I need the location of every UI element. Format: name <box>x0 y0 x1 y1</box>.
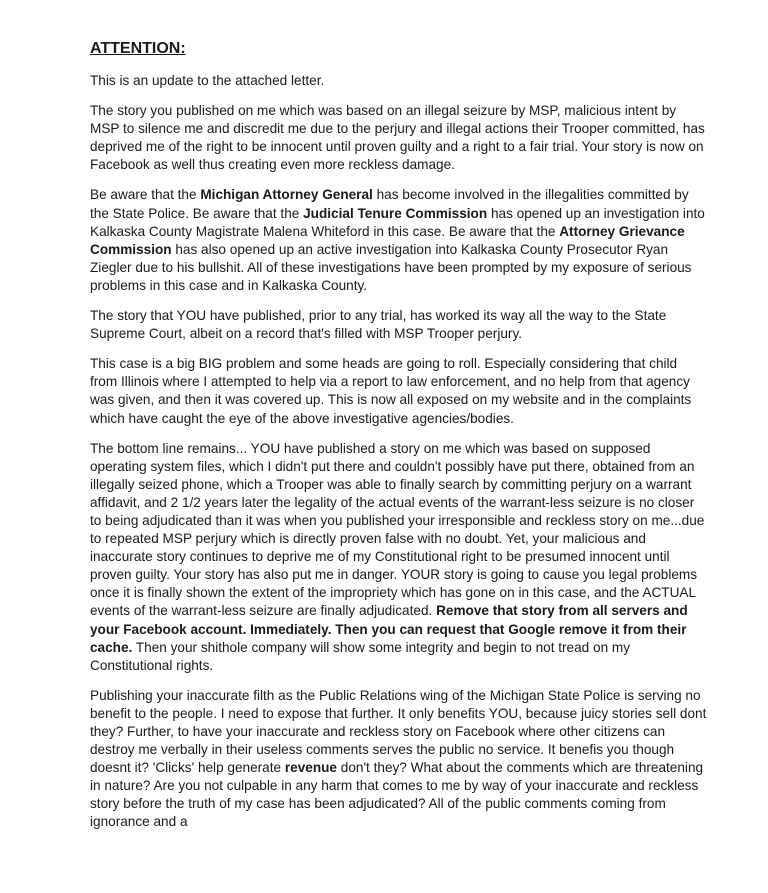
bold-text-run: Remove that story from all servers and your Facebook account. Immediately. Then you can request that Google remove it from their cache. <box>90 603 688 655</box>
bold-text-run: revenue <box>284 760 337 776</box>
paragraph <box>90 307 708 343</box>
bold-text-run: Michigan Attorney General <box>200 187 373 203</box>
paragraph <box>90 102 708 174</box>
text-run: This case is a big BIG problem and some heads are going to roll. Especially considering that child from Illinois where I attempted to help via a report to law enforcement, and no help from that agency was given, and then it was covered up. This is now all exposed on my website and in the complaints which have caught the eye of the above investigative agencies/bodies. <box>90 356 692 426</box>
text-run: has become involved in the illegalities committed by the State Police. Be aware that the <box>90 187 689 221</box>
paragraph <box>90 687 708 832</box>
text-run: Then your shithole company will show some integrity and begin to not tread on my Constitutional rights. <box>90 639 631 673</box>
paragraph <box>90 440 708 675</box>
text-run: The story that YOU have published, prior to any trial, has worked its way all the way to the State Supreme Court, albeit on a record that's filled with MSP Trooper perjury. <box>90 308 667 342</box>
text-run: The bottom line remains... YOU have published a story on me which was based on supposed operating system files, which I didn't put there and couldn't possibly have put there, obtained from an illegally seized phone, which a Trooper was able to finally search by committing perjury on a warrant affidavit, and 2 1/2 years later the legality of the actual events of the warrant-less seizure is no closer to being adjudicated than it was when you published your irresponsible and reckless story on me...due to repeated MSP perjury which is directly proven false with no doubt. Yet, your malicious and inaccurate story continues to deprive me of my Constitutional right to be presumed innocent until proven guilty. Your story has also put me in danger. YOUR story is going to cause you legal problems once it is finally shown the extent of the impropriety which has gone on in this case, and the ACTUAL events of the warrant-less seizure are finally adjudicated. <box>90 440 705 619</box>
text-run: Publishing your inaccurate filth as the Public Relations wing of the Michigan State Police is serving no benefit to the people. I need to expose that further. It only benefits YOU, because juicy stories sell dont they? Further, to have your inaccurate and reckless story on Facebook where other citizens can destroy me verbally in their useless comments serves the public no service. It benefis you though doesnt it? 'Clicks' help generate <box>90 687 707 776</box>
text-run: has opened up an investigation into Kalkaska County Magistrate Malena Whiteford in this case. Be aware that the <box>90 205 705 239</box>
paragraph <box>90 355 708 427</box>
paragraph <box>90 72 708 90</box>
text-run: Be aware that the <box>90 187 201 203</box>
text-run: This is an update to the attached letter. <box>90 73 325 88</box>
page-heading: ATTENTION: <box>90 40 186 57</box>
text-run: has also opened up an active investigation into Kalkaska County Prosecutor Ryan Ziegler due to his bullshit. All of these investigations have been prompted by my exposure of serious problems in this case and in Kalkaska County. <box>90 241 692 293</box>
text-run: don't they? What about the comments which are threatening in nature? Are you not culpable in any harm that comes to me by way of your inaccurate and reckless story before the truth of my case has been adjudicated? All of the public comments coming from ignorance and a <box>90 760 704 830</box>
letter-body <box>90 72 708 832</box>
bold-text-run: Attorney Grievance Commission <box>90 223 685 257</box>
text-run: The story you published on me which was based on an illegal seizure by MSP, malicious intent by MSP to silence me and discredit me due to the perjury and illegal actions their Trooper committed, has deprived me of the right to be innocent until proven guilty and a right to a fair trial. Your story is now on Facebook as well thus creating even more reckless damage. <box>90 103 705 173</box>
paragraph <box>90 186 708 295</box>
bold-text-run: Judicial Tenure Commission <box>303 205 488 221</box>
